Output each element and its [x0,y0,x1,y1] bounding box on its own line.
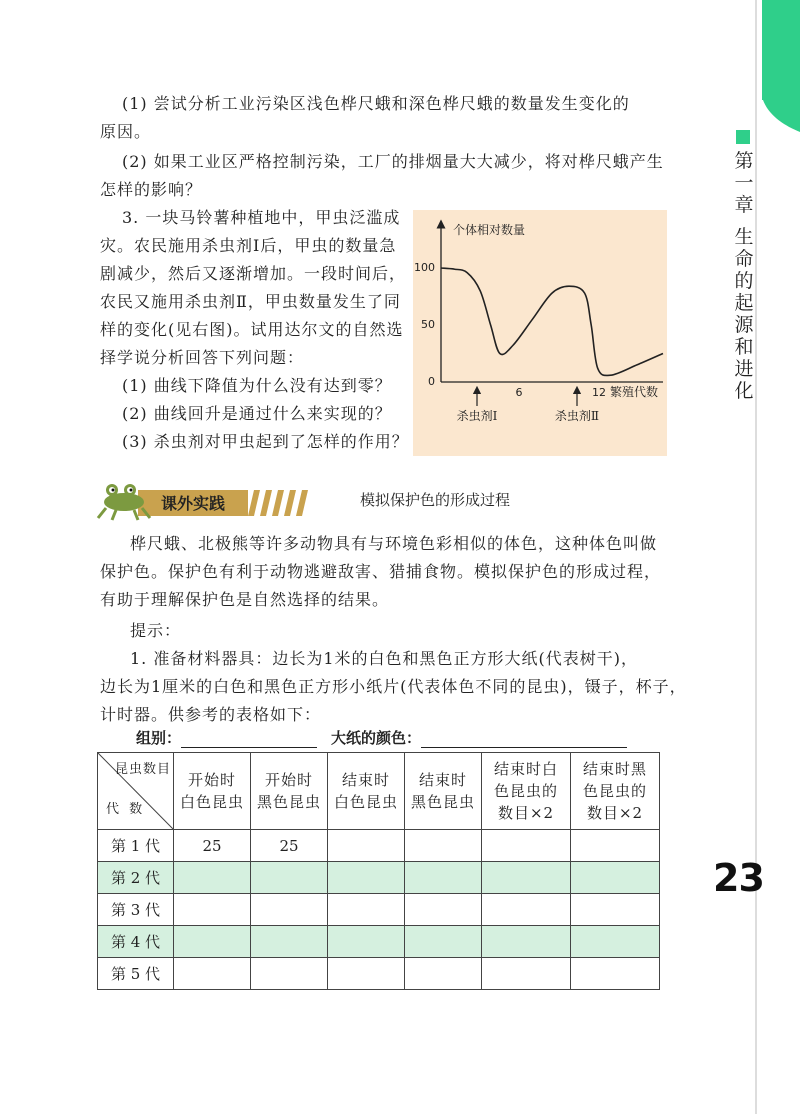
chart-ytick-100: 100 [414,261,435,274]
group-blank[interactable] [181,733,317,748]
table-cell[interactable]: 25 [174,830,251,862]
table-cell[interactable] [482,830,571,862]
table-cell[interactable] [571,830,660,862]
table-cell[interactable] [571,894,660,926]
header-start-black: 开始时 黑色昆虫 [251,753,328,830]
table-row [98,830,660,862]
table-cell[interactable] [251,958,328,990]
table-cell[interactable] [251,926,328,958]
header-end-black: 结束时 黑色昆虫 [405,753,482,830]
table-cell[interactable] [174,862,251,894]
table-cell[interactable] [482,862,571,894]
table-row [98,862,660,894]
chapter-title-char: 章 [734,194,754,216]
table-cell[interactable] [174,958,251,990]
chapter-side-strip [755,0,800,1114]
practice-paragraph: 桦尺蛾、北极熊等许多动物具有与环境色彩相似的体色，这种体色叫做 保护色。保护色有利于动物逃避敌害、猎捕食物。模拟保护色的形成过程， 有助于理解保护色是自然选择的结果。 [100,534,662,609]
chapter-title-char: 生 [734,226,754,248]
chapter-title-char: 进 [734,358,754,380]
chapter-marker-square [736,130,750,144]
table-cell[interactable] [482,926,571,958]
beetle-population-chart [413,210,667,456]
table-cell[interactable] [405,894,482,926]
paper-color-label: 大纸的颜色： [331,729,422,747]
table-cell[interactable] [405,830,482,862]
chapter-title-char: 一 [734,172,754,194]
table-cell[interactable] [571,862,660,894]
chart-series-line [441,268,663,376]
table-cell[interactable] [482,958,571,990]
chart-xlabel: 繁殖代数 [610,385,659,399]
annotation-label-1: 杀虫剂Ⅰ [456,409,498,423]
group-label: 组别： [136,729,182,747]
table-cell[interactable] [174,894,251,926]
chart-svg [413,210,667,456]
chart-ylabel: 个体相对数量 [453,223,526,237]
chapter-title-char: 起 [734,292,754,314]
chapter-title-char: 的 [734,270,754,292]
row-label: 第 1 代 [98,830,174,862]
row-label: 第 5 代 [98,958,174,990]
question-1: (1) 尝试分析工业污染区浅色桦尺蛾和深色桦尺蛾的数量发生变化的 原因。 [100,94,630,141]
table-cell[interactable] [571,926,660,958]
table-row [98,894,660,926]
table-cell[interactable] [405,958,482,990]
chapter-title-char: 命 [734,248,754,270]
chapter-title-char: 第 [734,150,754,172]
paper-color-blank[interactable] [421,733,627,748]
hint-label: 提示： [130,621,182,640]
table-cell[interactable] [174,926,251,958]
table-cell[interactable] [405,862,482,894]
chapter-title-char: 源 [734,314,754,336]
header-end-black-x2: 结束时黑 色昆虫的 数目×2 [571,753,660,830]
table-cell[interactable] [405,926,482,958]
table-corner-cell [98,753,174,830]
header-end-white: 结束时 白色昆虫 [328,753,405,830]
practice-banner-label: 课外实践 [160,494,226,513]
chapter-title-char: 化 [734,380,754,402]
table-cell[interactable]: 25 [251,830,328,862]
corner-bottom-label: 代 数 [106,802,146,817]
question-3: 3. 一块马铃薯种植地中，甲虫泛滥成 灾。农民施用杀虫剂Ⅰ后，甲虫的数量急 剧减少，然后又逐渐增加。一段时间后， 农民又施用杀虫剂Ⅱ，甲虫数量发生了同 样的变化(见右图)。试用达尔文的自然选 择学说分析回答下列问题： (1) 曲线下降值为什么没有达到零？ (2) 曲线回升是通过什么来实现的？ (3) 杀虫剂对甲虫起到了怎样的作用？ [100,208,409,451]
header-start-white: 开始时 白色昆虫 [174,753,251,830]
question-2: (2) 如果工业区严格控制污染，工厂的排烟量大大减少，将对桦尺蛾产生 怎样的影响？ [100,152,664,199]
step-1: 1. 准备材料器具：边长为1米的白色和黑色正方形大纸(代表树干)， 边长为1厘米的白色和黑色正方形小纸片(代表体色不同的昆虫)，镊子，杯子， 计时器。供参考的表格如下： [100,649,687,724]
chart-ytick-50: 50 [421,318,435,331]
table-row [98,926,660,958]
table-header-row [98,753,660,830]
corner-top-label: 昆虫数目 [114,762,171,777]
practice-title: 模拟保护色的形成过程 [360,491,511,509]
chart-ytick-0: 0 [428,375,435,388]
page-number: 23 [713,856,764,900]
table-cell[interactable] [328,958,405,990]
header-end-white-x2: 结束时白 色昆虫的 数目×2 [482,753,571,830]
table-row [98,958,660,990]
annotation-label-2: 杀虫剂Ⅱ [554,409,600,423]
table-cell[interactable] [571,958,660,990]
practice-banner [96,480,326,524]
table-cell[interactable] [251,862,328,894]
row-label: 第 3 代 [98,894,174,926]
row-label: 第 4 代 [98,926,174,958]
chapter-title [734,150,754,402]
table-cell[interactable] [328,926,405,958]
row-label: 第 2 代 [98,862,174,894]
chapter-title-char: 和 [734,336,754,358]
chart-xtick-12: 12 [592,386,606,399]
form-fill-row [136,727,627,748]
table-cell[interactable] [251,894,328,926]
chart-xtick-6: 6 [515,386,523,399]
table-cell[interactable] [482,894,571,926]
table-cell[interactable] [328,830,405,862]
table-cell[interactable] [328,862,405,894]
table-cell[interactable] [328,894,405,926]
data-table [97,752,660,990]
